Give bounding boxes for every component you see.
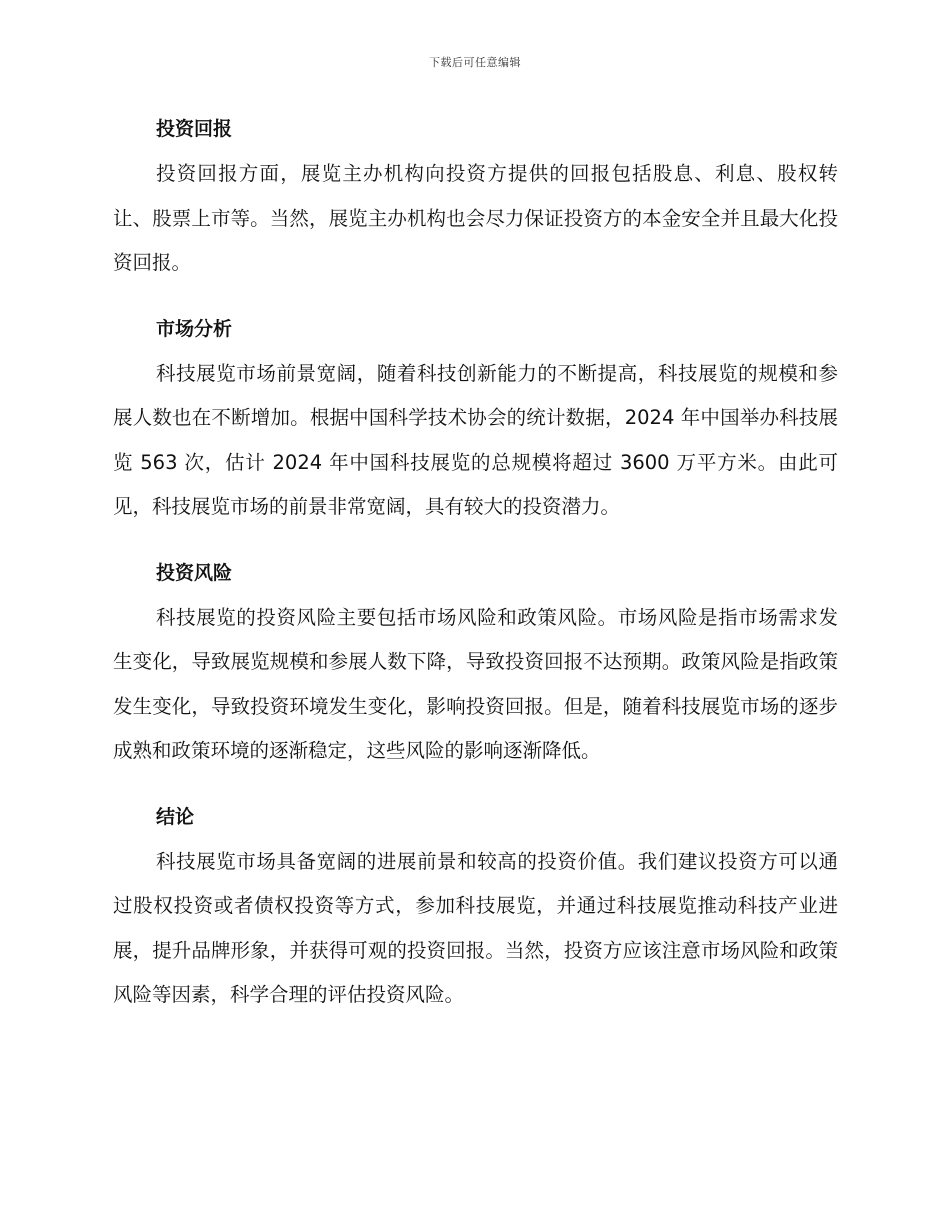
section-conclusion bbox=[113, 794, 838, 1018]
section-paragraph: 科技展览的投资风险主要包括市场风险和政策风险。市场风险是指市场需求发生变化，导致展览规模和参展人数下降，导致投资回报不达预期。政策风险是指政策发生变化，导致投资环境发生变化，影响投资回报。但是，随着科技展览市场的逐步成熟和政策环境的逐渐稳定，这些风险的影响逐渐降低。 bbox=[113, 605, 838, 762]
section-paragraph: 投资回报方面，展览主办机构向投资方提供的回报包括股息、利息、股权转让、股票上市等。当然，展览主办机构也会尽力保证投资方的本金安全并且最大化投资回报。 bbox=[113, 162, 838, 274]
page-header: 下载后可任意编辑 bbox=[429, 56, 521, 69]
section-heading: 市场分析 bbox=[156, 317, 233, 340]
section-heading: 结论 bbox=[156, 805, 195, 828]
section-market-analysis bbox=[113, 306, 838, 530]
section-paragraph: 科技展览市场前景宽阔，随着科技创新能力的不断提高，科技展览的规模和参展人数也在不断增加。根据中国科学技术协会的统计数据，2024 年中国举办科技展览 563 次，估计 2024 年中国科技展览的总规模将超过 3600 万平方米。由此可见，科技展览市场的前景非常宽阔，具有较大的投资潜力。 bbox=[113, 361, 838, 518]
section-heading: 投资风险 bbox=[156, 561, 233, 584]
section-investment-return bbox=[113, 106, 838, 286]
section-paragraph: 科技展览市场具备宽阔的进展前景和较高的投资价值。我们建议投资方可以通过股权投资或者债权投资等方式，参加科技展览，并通过科技展览推动科技产业进展，提升品牌形象，并获得可观的投资回报。当然，投资方应该注意市场风险和政策风险等因素，科学合理的评估投资风险。 bbox=[113, 849, 838, 1006]
section-investment-risk bbox=[113, 550, 838, 774]
section-heading: 投资回报 bbox=[156, 118, 233, 140]
document-body bbox=[113, 106, 838, 1038]
